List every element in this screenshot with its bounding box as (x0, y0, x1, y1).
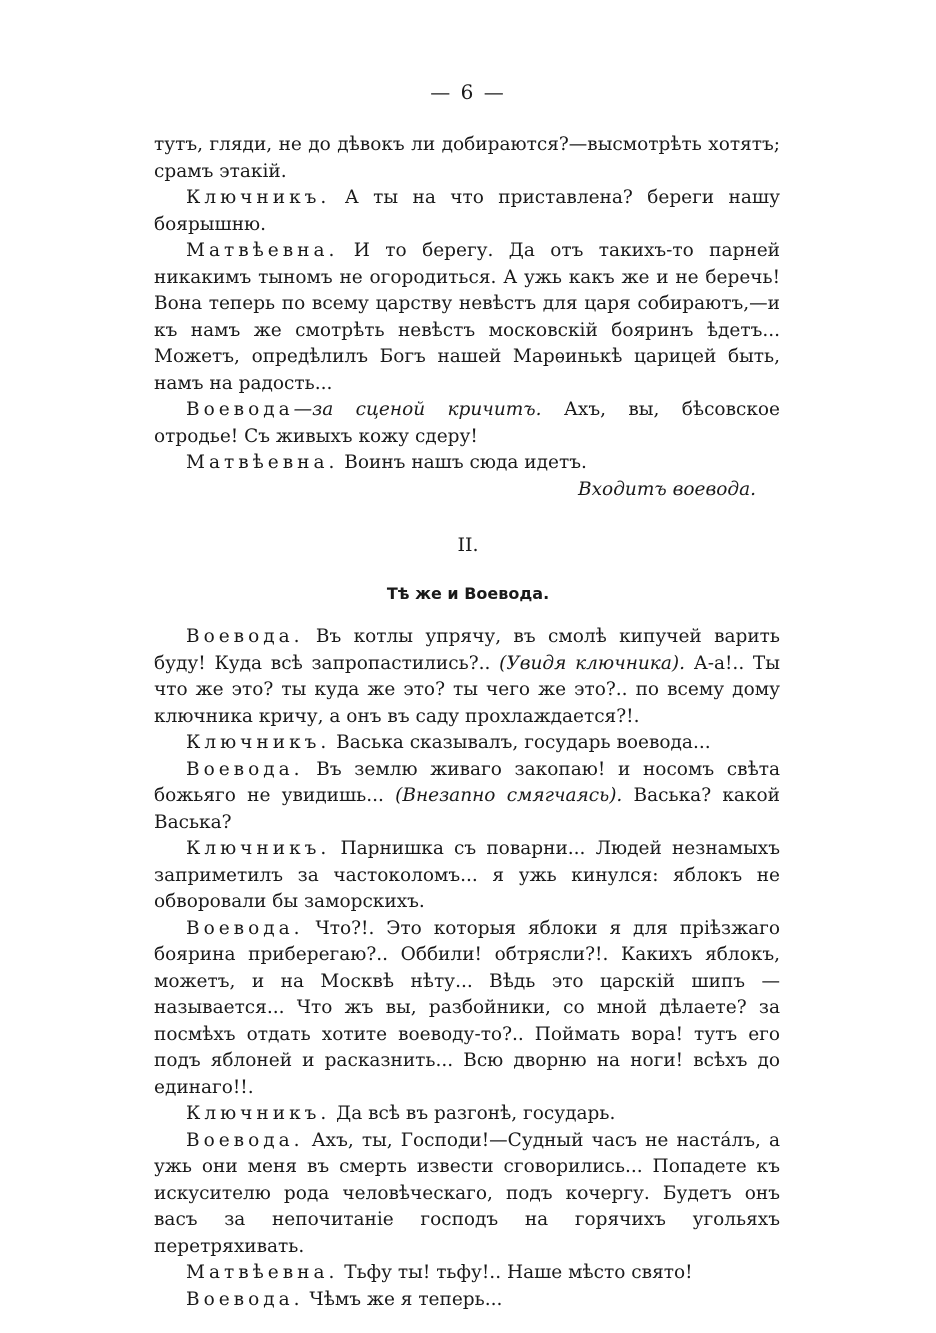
dialogue-line (154, 1260, 780, 1287)
line-text: тутъ, гляди, не до дѣвокъ ли добираются?—высмотрѣть хотятъ; срамъ этакiй. (154, 134, 780, 182)
speaker-name: Матвѣевна. (186, 1262, 339, 1283)
speaker-name: Воевода. (186, 1129, 304, 1151)
dialogue-line (154, 450, 780, 477)
dialogue-line (154, 624, 780, 730)
line-text: Тьфу ты! тьфу!.. Наше мѣсто свято! (338, 1262, 693, 1283)
page-number: — 6 — (430, 80, 506, 104)
dialogue-line (154, 1101, 780, 1128)
line-text: Да всѣ въ разгонѣ, государь. (330, 1103, 616, 1124)
line-text: Въ землю живаго закопаю! и носомъ свѣта божьяго не увидишь... (154, 758, 780, 806)
line-text: Воинъ нашъ сюда идетъ. (338, 452, 587, 473)
line-text: А ты на что приставлена? береги нашу боярышню. (154, 187, 780, 235)
stage-direction: (Увидя ключника). (499, 652, 685, 674)
line-text: Ахъ, ты, Господи!—Судный часъ не настáлъ, а ужь они меня въ смерть извести сговорились... Попадете къ искусителю рода человѣческаго, подъ кочергу. Будетъ онъ васъ за непочитанiе господъ на горячихъ угольяхъ перетряхивать. (154, 1129, 780, 1257)
dialogue-line (154, 916, 780, 1102)
speaker-name: Ключникъ. (186, 1103, 331, 1124)
dialogue-block-scene-1 (154, 132, 780, 503)
speaker-name: Ключникъ. (186, 187, 331, 208)
speaker-name: Матвѣевна. (186, 240, 339, 261)
dialogue-line (154, 1287, 780, 1314)
speaker-name: Ключникъ. (186, 838, 331, 859)
enter-stage-direction: Входитъ воевода. (578, 478, 756, 500)
line-text: И то берегу. Да отъ такихъ-то парней никакимъ тыномъ не огородиться. А ужь какъ же и не беречь! Вона теперь по всему царству невѣстъ для царя собираютъ,—и къ намъ же смотрѣть невѣстъ московскiй бояринъ ѣдетъ... Можетъ, опредѣлилъ Богъ нашей Марѳинькѣ царицей быть, намъ на радость... (154, 240, 780, 394)
stage-direction: —за сценой кричитъ. (293, 399, 542, 420)
dialogue-line (154, 238, 780, 397)
speaker-name: Воевода. (186, 917, 304, 939)
speaker-name: Воевода (186, 399, 294, 420)
line-text: Въ котлы упрячу, въ смолѣ кипучей варить буду! Куда всѣ запропастились?.. (154, 626, 780, 674)
dialogue-line (154, 397, 780, 450)
line-text: Что?!. Это которыя яблоки я для прiѣзжаго боярина приберегаю?.. Оббили! обтрясли?!. Какихъ яблокъ, можетъ, и на Москвѣ нѣту... Вѣдь это царскiй шипъ — называется... Что жъ вы, разбойники, со мной дѣлаете? за посмѣхъ отдать хотите воеводу-то?.. Поймать вора! тутъ его подъ яблоней и расказнить... Всю дворню на ноги! всѣхъ до единаго!!. (154, 917, 780, 1098)
speaker-name: Воевода. (186, 758, 304, 780)
line-text: Васька? какой Васька? (154, 785, 780, 833)
dialogue-line (154, 836, 780, 916)
speaker-name: Ключникъ. (186, 732, 331, 753)
stage-direction: (Внезапно смягчаясь). (395, 785, 623, 806)
dialogue-line (154, 730, 780, 757)
dialogue-block-scene-2 (154, 624, 780, 1313)
speaker-name: Матвѣевна. (186, 452, 339, 473)
line-text: А-а!.. Ты что же это? ты куда же это? ты чего же это?.. по всему дому ключника кричу, а онъ въ саду прохлаждается?!. (154, 652, 780, 727)
dialogue-line (154, 757, 780, 837)
scene-number: II. (457, 534, 479, 556)
line-text: Васька сказывалъ, государь воевода... (330, 732, 711, 753)
speaker-name: Воевода. (186, 626, 304, 647)
dialogue-line (154, 132, 780, 185)
line-text: Ахъ, вы, бѣсовское отродье! Съ живыхъ кожу сдеру! (154, 399, 780, 447)
speaker-name: Воевода. (186, 1288, 304, 1310)
scene-title: Тѣ же и Воевода. (386, 584, 550, 603)
line-text: Чѣмъ же я теперь... (303, 1288, 503, 1310)
dialogue-line (154, 1128, 780, 1261)
line-text: Парнишка съ поварни... Людей незнамыхъ заприметилъ за частоколомъ... я ужь кинулся: яблокъ не обворовали бы заморскихъ. (154, 838, 780, 912)
dialogue-line (154, 185, 780, 238)
